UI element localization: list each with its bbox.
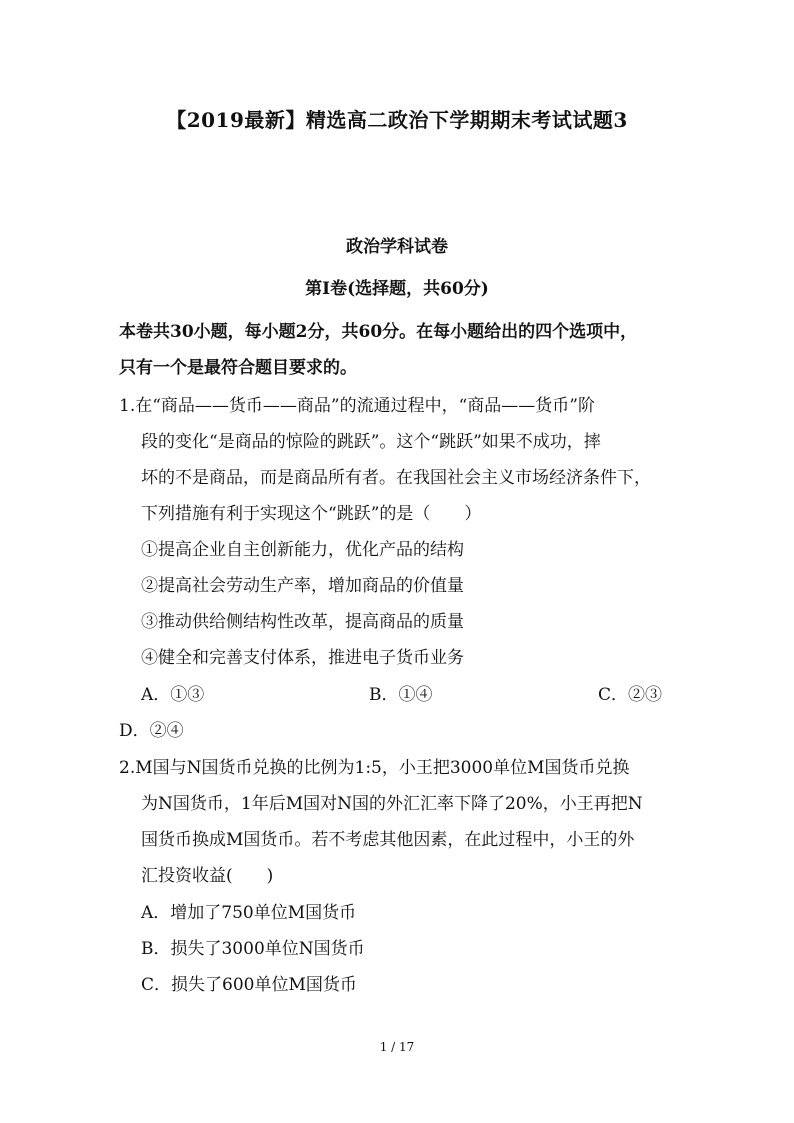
document-title: 【2019最新】精选高二政治下学期期末考试试题3 xyxy=(166,108,628,132)
question-2-text: 国货币换成M国货币。若不考虑其他因素，在此过程中，小王的外 xyxy=(141,830,635,850)
subject-heading: 政治学科试卷 xyxy=(346,237,448,257)
question-1-item: ④健全和完善支付体系，推进电子货币业务 xyxy=(141,648,464,668)
question-2-option-a: A．增加了750单位M国货币 xyxy=(141,903,357,923)
question-1-option-d: D．②④ xyxy=(119,721,184,741)
question-1-item: ①提高企业自主创新能力，优化产品的结构 xyxy=(141,540,464,560)
question-2-option-c: C．损失了600单位M国货币 xyxy=(141,975,357,995)
question-1-text: 坏的不是商品，而是商品所有者。在我国社会主义市场经济条件下， xyxy=(141,468,651,488)
question-1-text: 段的变化“是商品的惊险的跳跃”。这个“跳跃”如果不成功，摔 xyxy=(141,432,601,452)
question-1-option-b: B．①④ xyxy=(369,685,433,705)
question-1-text: 下列措施有利于实现这个“跳跃”的是（ ） xyxy=(141,504,482,524)
question-1-option-a: A．①③ xyxy=(141,685,205,705)
question-1-option-c: C．②③ xyxy=(598,685,663,705)
question-2-option-b: B．损失了3000单位N国货币 xyxy=(141,939,365,959)
question-1-text: 1.在“商品——货币——商品”的流通过程中，“商品——货币”阶 xyxy=(119,396,595,416)
instructions-line: 只有一个是最符合题目要求的。 xyxy=(119,358,357,378)
question-2-text: 2.M国与N国货币兑换的比例为1:5，小王把3000单位M国货币兑换 xyxy=(119,758,630,778)
question-1-item: ②提高社会劳动生产率，增加商品的价值量 xyxy=(141,576,464,596)
section-heading: 第Ⅰ卷(选择题，共60分) xyxy=(305,279,489,299)
question-2-text: 汇投资收益( ) xyxy=(141,866,274,886)
page-number: 1 / 17 xyxy=(379,1040,415,1054)
instructions-line: 本卷共30小题，每小题2分，共60分。在每小题给出的四个选项中， xyxy=(119,322,638,342)
question-1-item: ③推动供给侧结构性改革，提高商品的质量 xyxy=(141,612,464,632)
question-2-text: 为N国货币，1年后M国对N国的外汇汇率下降了20%，小王再把N xyxy=(141,794,643,814)
